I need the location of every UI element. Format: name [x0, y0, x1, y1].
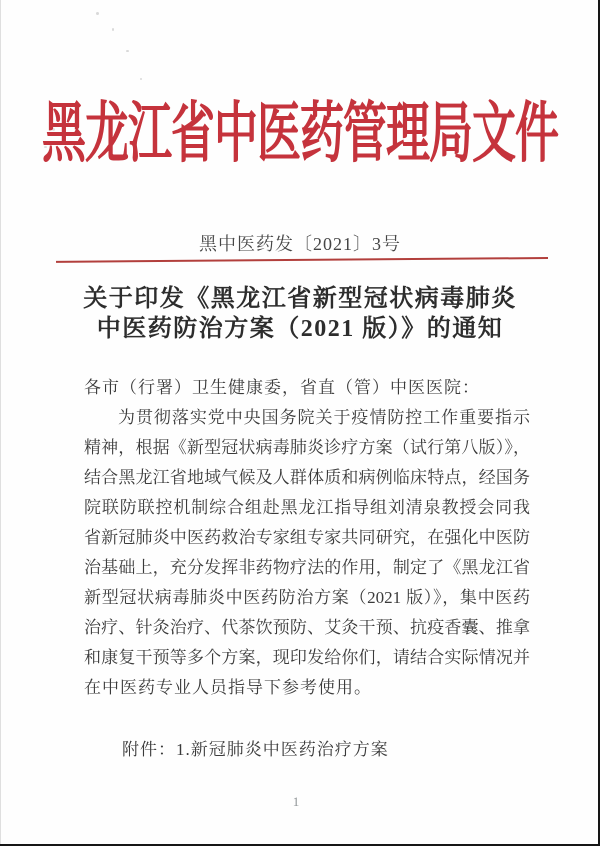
scan-speck: [126, 50, 129, 52]
document-body: [84, 373, 530, 703]
body-line: 和康复干预等多个方案，现印发给你们，请结合实际情况并: [84, 648, 530, 667]
document-title-line2: 中医药防治方案（2021 版）》的通知: [96, 316, 504, 342]
agency-header-title: 黑龙江省中医药管理局文件: [42, 97, 558, 171]
attachment-line: 附件：1.新冠肺炎中医药治疗方案: [122, 740, 389, 759]
body-line: 精神，根据《新型冠状病毒肺炎诊疗方案（试行第八版）》，: [84, 438, 530, 457]
page-number: 1: [292, 794, 300, 809]
document-title-line1: 关于印发《黑龙江省新型冠状病毒肺炎: [83, 286, 517, 312]
document-title: [0, 284, 600, 344]
salutation-line: 各市（行署）卫生健康委，省直（管）中医医院：: [84, 378, 480, 397]
body-line: 省新冠肺炎中医药救治专家组专家共同研究，在强化中医防: [84, 528, 530, 547]
body-line: 新型冠状病毒肺炎中医药防治方案（2021 版）》，集中医药: [84, 588, 530, 607]
body-line: 在中医药专业人员指导下参考使用。: [84, 678, 372, 697]
scan-speck: [96, 12, 99, 15]
body-line: 为贯彻落实党中央国务院关于疫情防控工作重要指示: [118, 408, 530, 427]
document-number: 黑中医药发〔2021〕3号: [199, 234, 401, 254]
scan-edge-left: [0, 0, 1, 846]
scan-speck: [112, 28, 114, 31]
body-line: 结合黑龙江省地域气候及人群体质和病例临床特点，经国务: [84, 468, 530, 487]
scan-speck: [140, 78, 142, 80]
body-line: 治疗、针灸治疗、代茶饮预防、艾灸干预、抗疫香囊、推拿: [84, 618, 530, 637]
red-divider-line: [56, 257, 548, 263]
body-line: 院联防联控机制综合组赴黑龙江指导组刘清泉教授会同我: [84, 498, 530, 517]
body-line: 治基础上，充分发挥非药物疗法的作用，制定了《黑龙江省: [84, 558, 530, 577]
